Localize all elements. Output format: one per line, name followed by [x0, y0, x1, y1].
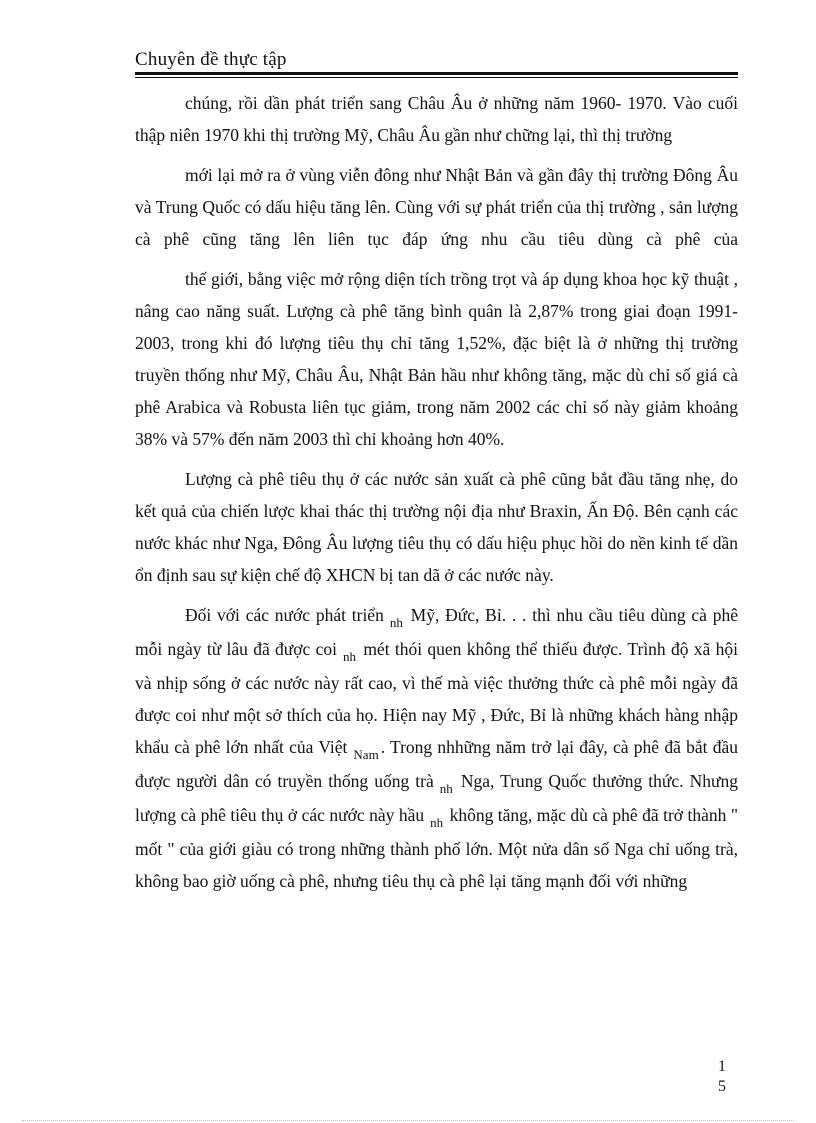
header-title: Chuyên đề thực tập	[135, 49, 287, 70]
document-body	[135, 87, 738, 897]
page-number-digit-1: 1	[718, 1058, 726, 1075]
subscript-run: Nam	[353, 747, 379, 762]
text-run: Nga, Trung Quốc thưởng thức. Nhưng lượng cà phê tiêu thụ ở các nước này hầu	[135, 771, 738, 825]
page-number-digit-2: 5	[718, 1078, 726, 1095]
subscript-run: nh	[439, 781, 453, 796]
text-run: Mỹ, Đức, Bỉ. . . thì nhu cầu tiêu dùng cà phê mỗi ngày từ lâu đã được coi	[135, 605, 739, 659]
subscript-run: nh	[343, 649, 356, 664]
paragraph-2: mới lại mở ra ở vùng viễn đông như Nhật Bản và gần đây thị trường Đông Âu và Trung Quốc có dấu hiệu tăng lên. Cùng với sự phát triển của thị trường , sản lượng cà phê cũng tăng lên liên tục đáp ứng nhu cầu tiêu dùng cà phê của	[135, 165, 738, 249]
paragraph-3: thế giới, bằng việc mở rộng diện tích trồng trọt và áp dụng khoa học kỹ thuật , nâng cao năng suất. Lượng cà phê tăng bình quân là 2,87% trong giai đoạn 1991- 2003, trong khi đó lượng tiêu thụ chỉ tăng 1,52%, đặc biệt là ở những thị trường truyền thống như Mỹ, Châu Âu, Nhật Bản hầu như không tăng, mặc dù chỉ số giá cà phê Arabica và Robusta liên tục giảm, trong năm 2002 các chỉ số này giảm khoảng 38% và 57% đến năm 2003 thì chỉ khoảng hơn 40%.	[135, 269, 738, 449]
text-run: không tăng, mặc dù cà phê đã trở thành " mốt " của giới giàu có trong những thành phố lớn. Một nửa dân số Nga chỉ uống trà, không bao giờ uống cà phê, nhưng tiêu thụ cà phê lại tăng mạnh đối với những	[135, 805, 739, 891]
paragraph-1: chúng, rồi dần phát triển sang Châu Âu ở những năm 1960- 1970. Vào cuối thập niên 1970 khi thị trường Mỹ, Châu Âu gần như chững lại, thì thị trường	[135, 93, 738, 145]
text-run: . Trong nhhững năm trở lại đây, cà phê đã bắt đầu được người dân có truyền thống uống trà	[135, 737, 738, 791]
text-run: Đối với các nước phát triển	[185, 605, 384, 625]
header-rule-thin	[135, 77, 738, 78]
header-rule-thick	[135, 72, 738, 75]
subscript-run: nh	[430, 815, 444, 830]
subscript-run: nh	[389, 615, 403, 630]
page-number	[715, 1057, 729, 1097]
text-run: mét thói quen không thể thiếu được. Trình độ xã hội và nhịp sống ở các nước này rất cao, vì thế mà việc thưởng thức cà phê mỗi ngày đã được coi như một sở thích của họ. Hiện nay Mỹ , Đức, Bỉ là những khách hàng nhập khẩu cà phê lớn nhất của Việt	[135, 639, 738, 757]
paragraph-4: Lượng cà phê tiêu thụ ở các nước sản xuất cà phê cũng bắt đầu tăng nhẹ, do kết quả của chiến lược khai thác thị trường nội địa như Braxin, Ấn Độ. Bên cạnh các nước khác như Nga, Đông Âu lượng tiêu thụ có dấu hiệu phục hồi do nền kinh tế dần ổn định sau sự kiện chế độ XHCN bị tan dã ở các nước này.	[135, 469, 738, 585]
footer-dotted-line	[22, 1120, 794, 1121]
paragraph-5	[135, 599, 738, 897]
